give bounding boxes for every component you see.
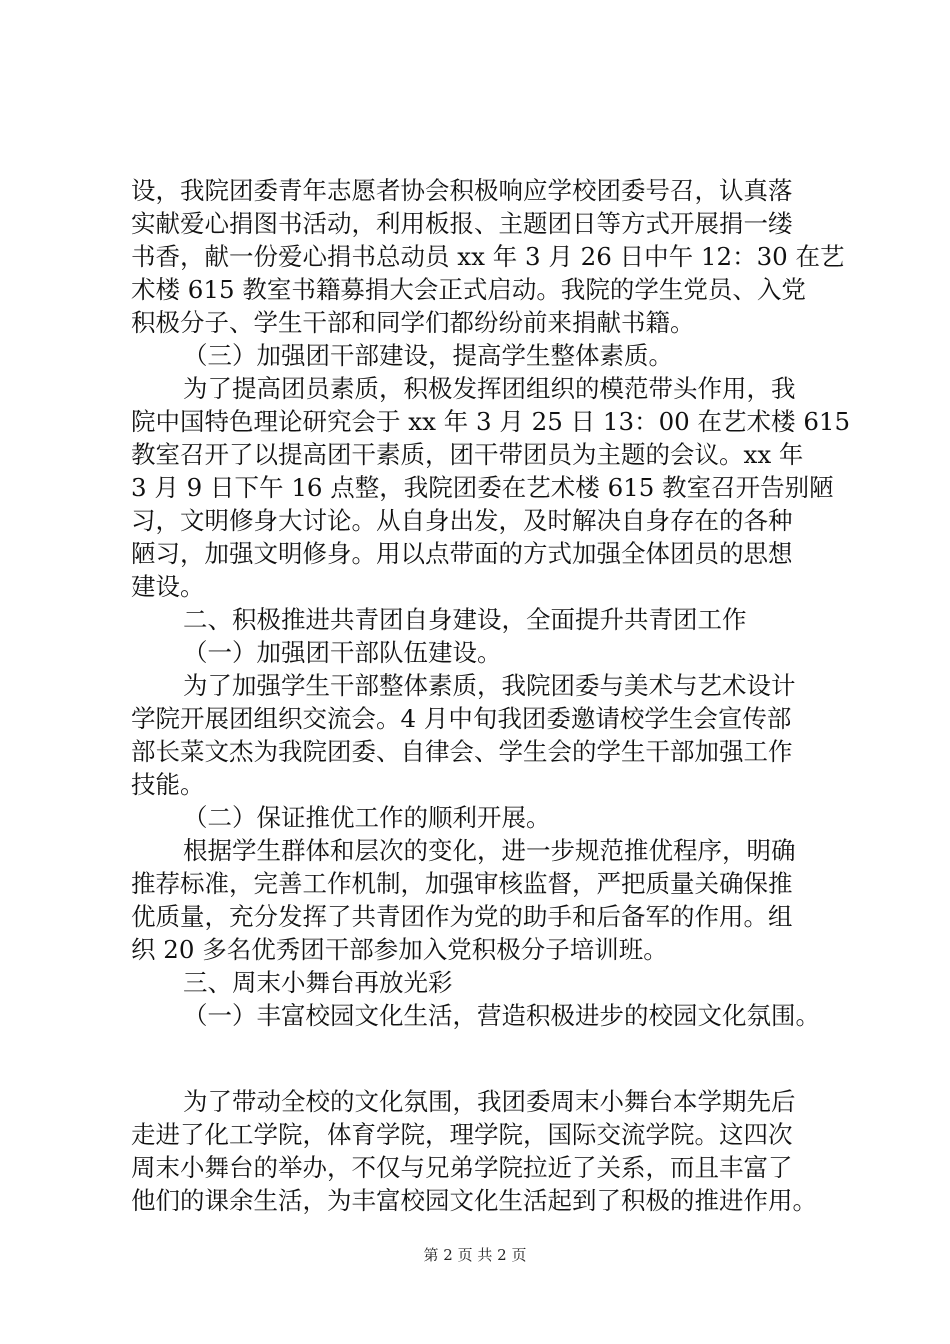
text-line: 建设。 bbox=[131, 572, 205, 601]
paragraph-first-line: 为了加强学生干部整体素质，我院团委与美术与艺术设计 bbox=[183, 671, 796, 700]
text-line: 术楼 615 教室书籍募捐大会正式启动。我院的学生党员、入党 bbox=[131, 275, 806, 304]
text-line: 院中国特色理论研究会于 xx 年 3 月 25 日 13：00 在艺术楼 615 bbox=[131, 407, 851, 436]
section-heading: （二）保证推优工作的顺利开展。 bbox=[183, 803, 551, 832]
text-line: 学院开展团组织交流会。4 月中旬我团委邀请校学生会宣传部 bbox=[131, 704, 792, 733]
text-line: 优质量，充分发挥了共青团作为党的助手和后备军的作用。组 bbox=[131, 902, 793, 931]
text-line: 书香，献一份爱心捐书总动员 xx 年 3 月 26 日中午 12：30 在艺 bbox=[131, 242, 845, 271]
text-line: 他们的课余生活，为丰富校园文化生活起到了积极的推进作用。 bbox=[131, 1186, 817, 1215]
text-line: 设，我院团委青年志愿者协会积极响应学校团委号召，认真落 bbox=[131, 176, 793, 205]
text-line: 积极分子、学生干部和同学们都纷纷前来捐献书籍。 bbox=[131, 308, 695, 337]
document-body bbox=[131, 174, 855, 1217]
section-heading: （一）加强团干部队伍建设。 bbox=[183, 638, 502, 667]
text-line: 推荐标准，完善工作机制，加强审核监督，严把质量关确保推 bbox=[131, 869, 793, 898]
text-line: 3 月 9 日下午 16 点整，我院团委在艺术楼 615 教室召开告别陋 bbox=[131, 473, 834, 502]
paragraph-gap bbox=[131, 1032, 855, 1085]
text-line: 织 20 多名优秀团干部参加入党积极分子培训班。 bbox=[131, 935, 668, 964]
section-heading: （三）加强团干部建设，提高学生整体素质。 bbox=[183, 341, 673, 370]
section-heading: 二、积极推进共青团自身建设，全面提升共青团工作 bbox=[183, 605, 747, 634]
text-line: 陋习，加强文明修身。用以点带面的方式加强全体团员的思想 bbox=[131, 539, 793, 568]
paragraph-first-line: 为了带动全校的文化氛围，我团委周末小舞台本学期先后 bbox=[183, 1087, 796, 1116]
paragraph-first-line: 为了提高团员素质，积极发挥团组织的模范带头作用，我 bbox=[183, 374, 796, 403]
text-line: 技能。 bbox=[131, 770, 205, 799]
text-line: 部长菜文杰为我院团委、自律会、学生会的学生干部加强工作 bbox=[131, 737, 793, 766]
text-line: 周末小舞台的举办，不仅与兄弟学院拉近了关系，而且丰富了 bbox=[131, 1153, 793, 1182]
page-footer: 第 2 页 共 2 页 bbox=[423, 1246, 527, 1264]
section-heading: （一）丰富校园文化生活，营造积极进步的校园文化氛围。 bbox=[183, 1001, 820, 1030]
text-line: 教室召开了以提高团干素质，团干带团员为主题的会议。xx 年 bbox=[131, 440, 804, 469]
text-line: 习，文明修身大讨论。从自身出发，及时解决自身存在的各种 bbox=[131, 506, 793, 535]
section-heading: 三、周末小舞台再放光彩 bbox=[183, 968, 453, 997]
text-line: 实献爱心捐图书活动，利用板报、主题团日等方式开展捐一缕 bbox=[131, 209, 793, 238]
text-line: 走进了化工学院，体育学院，理学院，国际交流学院。这四次 bbox=[131, 1120, 793, 1149]
paragraph-first-line: 根据学生群体和层次的变化，进一步规范推优程序，明确 bbox=[183, 836, 796, 865]
